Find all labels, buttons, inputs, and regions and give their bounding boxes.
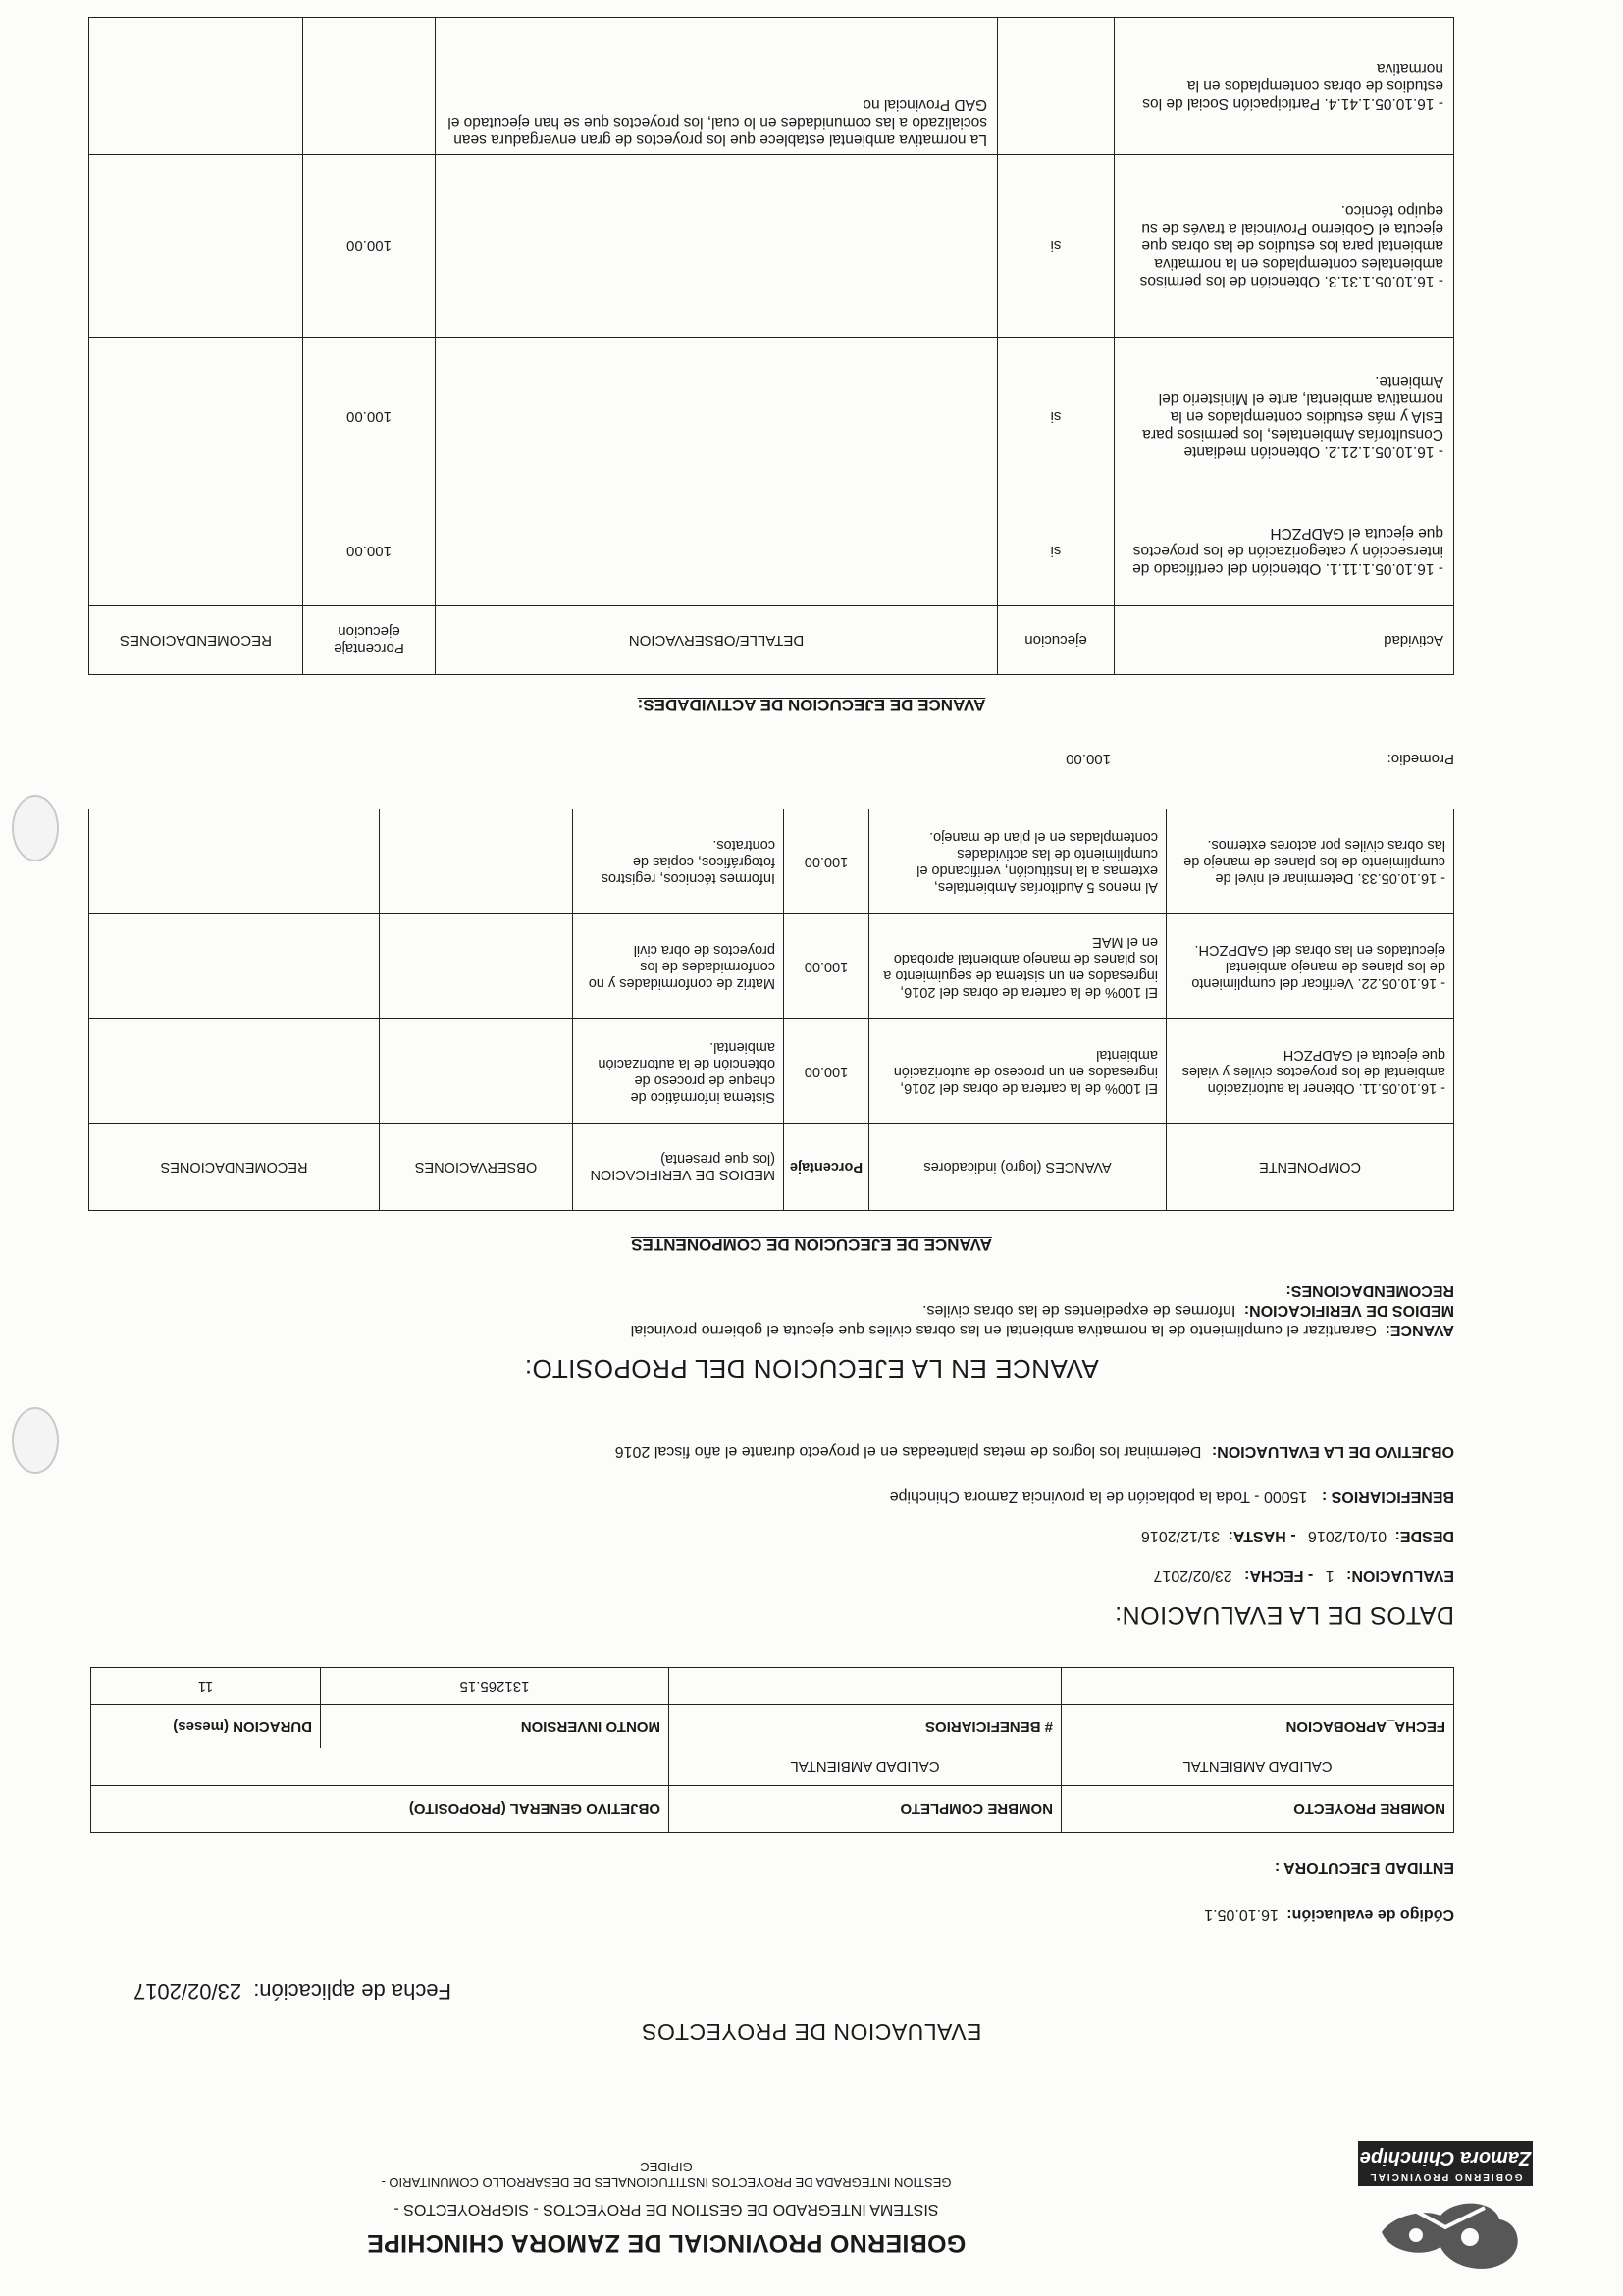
objetivo-evaluacion-line <box>615 1442 1454 1460</box>
activity-row <box>89 496 1454 606</box>
header-avances: AVANCES (logro) indicadores <box>869 1124 1167 1211</box>
codigo-evaluacion <box>1204 1905 1454 1923</box>
fecha-aplicacion <box>133 1978 451 2004</box>
component-medios: Sistema informático de cheque de proceso de obtención de la autorización ambiental. <box>573 1019 784 1124</box>
subsystem-acronym: GIPIDEC <box>640 2160 693 2174</box>
activity-porcentaje: 100.00 <box>303 496 436 606</box>
activity-porcentaje: 100.00 <box>303 155 436 338</box>
component-porcentaje: 100.00 <box>784 809 869 914</box>
header-porcentaje-ejecucion: Porcentaje ejecucion <box>303 606 436 675</box>
header-detalle: DETALLE/OBSERVACION <box>436 606 998 675</box>
provincial-logo <box>1352 2139 1539 2276</box>
medios-label: MEDIOS DE VERIFICACION: <box>1243 1302 1454 1319</box>
activity-recomendaciones <box>89 338 303 496</box>
component-observaciones <box>380 809 573 914</box>
system-title: SISTEMA INTEGRADO DE GESTION DE PROYECTOS - SIGPROYECTOS - <box>393 2201 939 2218</box>
header-objetivo-general: OBJETIVO GENERAL (PROPOSITO) <box>91 1786 669 1833</box>
activity-detalle <box>436 496 998 606</box>
entidad-label: ENTIDAD EJECUTORA : <box>1274 1859 1454 1876</box>
header-fecha-aprobacion: FECHA_APROBACION <box>1062 1705 1454 1748</box>
component-recomendaciones <box>89 809 380 914</box>
activity-recomendaciones <box>89 496 303 606</box>
objetivo-value: Determinar los logros de metas planteadas en el proyecto durante el año fiscal 2016 <box>614 1443 1202 1460</box>
component-avances: El 100% de la cartera de obras del 2016, ingresados en un proceso de autorización ambiental <box>869 1019 1167 1124</box>
promedio-value: 100.00 <box>1066 751 1111 767</box>
activity-ejecucion <box>998 18 1115 155</box>
header-recomendaciones: RECOMENDACIONES <box>89 1124 380 1211</box>
activity-porcentaje: 100.00 <box>303 338 436 496</box>
activities-table <box>88 17 1454 675</box>
activity-ejecucion: si <box>998 496 1115 606</box>
beneficiarios-value: 15000 - Toda la población de la provincia Zamora Chinchipe <box>889 1488 1308 1505</box>
activity-name: - 16.10.05.1.11.1. Obtención del certificado de intersección y categorización de los proyectos que ejecuta el GADPZCH <box>1115 496 1454 606</box>
header-componente: COMPONENTE <box>1167 1124 1454 1211</box>
activity-detalle <box>436 338 998 496</box>
header-observaciones: OBSERVACIONES <box>380 1124 573 1211</box>
activity-porcentaje <box>303 18 436 155</box>
component-medios: Informes técnicos, registros fotográficos, copias de contratos. <box>573 809 784 914</box>
component-name: - 16.10.05.22. Verificar del cumplimiento de los planes de manejo ambiental ejecutados en las obras del GADPZCH. <box>1167 914 1454 1019</box>
medios-value: Informes de expedientes de las obras civiles. <box>922 1302 1236 1319</box>
subsystem-name: GESTION INTEGRADA DE PROYECTOS INSTITUCIONALES DE DESARROLLO COMUNITARIO - <box>381 2175 952 2190</box>
activity-recomendaciones <box>89 155 303 338</box>
component-name: - 16.10.05.11. Obtener la autorización ambiental de los proyectos civiles y viales que ejecuta el GADPZCH <box>1167 1019 1454 1124</box>
header-ejecucion: ejecucion <box>998 606 1115 675</box>
header-medios: MEDIOS DE VERIFICACION (los que presenta) <box>573 1124 784 1211</box>
component-name: - 16.10.05.33. Determinar el nivel de cumplimiento de los planes de manejo de las obras civiles por actores externos. <box>1167 809 1454 914</box>
entidad-ejecutora <box>1275 1858 1454 1876</box>
header-beneficiarios: # BENEFICIARIOS <box>669 1705 1062 1748</box>
codigo-value: 16.10.05.1 <box>1204 1906 1279 1923</box>
beneficiarios-line <box>890 1487 1454 1505</box>
promedio-label: Promedio: <box>1387 751 1454 767</box>
cell-fecha-aprobacion <box>1062 1668 1454 1705</box>
evaluacion-line <box>1154 1566 1454 1584</box>
promedio-line <box>88 751 1454 767</box>
activity-ejecucion: si <box>998 338 1115 496</box>
component-row <box>89 1019 1454 1124</box>
activity-recomendaciones <box>89 18 303 155</box>
hasta-value: 31/12/2016 <box>1141 1528 1221 1544</box>
components-heading: AVANCE DE EJECUCION DE COMPONENTES <box>631 1235 992 1254</box>
header-monto-inversion: MONTO INVERSION <box>321 1705 669 1748</box>
component-medios: Matriz de conformidades y no conformidades de los proyectos de obra civil <box>573 914 784 1019</box>
cell-nombre-completo: CALIDAD AMBIENTAL <box>669 1748 1062 1786</box>
activity-name: - 16.10.05.1.41.4. Participación Social de los estudios de obras contemplados en la normativa <box>1115 18 1454 155</box>
activity-ejecucion: si <box>998 155 1115 338</box>
activity-detalle: La normativa ambiental establece que los proyectos de gran envergadura sean socializado a las comunidades en lo cual, los proyectos que se han ejecutado el GAD Provincial no <box>436 18 998 155</box>
cell-beneficiarios <box>669 1668 1062 1705</box>
fecha-value: 23/02/2017 <box>1153 1567 1232 1584</box>
header-nombre-completo: NOMBRE COMPLETO <box>669 1786 1062 1833</box>
component-row <box>89 809 1454 914</box>
beneficiarios-label: BENEFICIARIOS : <box>1321 1488 1454 1505</box>
header-porcentaje: Porcentaje <box>784 1124 869 1211</box>
punch-hole <box>12 795 59 861</box>
hasta-label: - HASTA: <box>1228 1528 1296 1544</box>
component-avances: Al menos 5 Auditorías Ambientales, externas a la Institución, verificando el cumplimiento de las actividades contempladas en el plan de manejo. <box>869 809 1167 914</box>
activity-detalle <box>436 155 998 338</box>
desde-label: DESDE: <box>1394 1528 1454 1544</box>
header-duracion: DURACION (meses) <box>91 1705 321 1748</box>
cell-duracion: 11 <box>91 1668 321 1705</box>
component-observaciones <box>380 1019 573 1124</box>
desde-value: 01/01/2016 <box>1308 1528 1387 1544</box>
cell-objetivo-general <box>91 1748 669 1786</box>
activity-name: - 16.10.05.1.31.3. Obtención de los permisos ambientales contemplados en la normativa ambiental para los estudios de las obras que ejecuta el Gobierno Provincial a través de su equipo técnico. <box>1115 155 1454 338</box>
component-observaciones <box>380 914 573 1019</box>
header-nombre-proyecto: NOMBRE PROYECTO <box>1062 1786 1454 1833</box>
component-recomendaciones <box>89 914 380 1019</box>
avance-label: AVANCE: <box>1385 1322 1454 1338</box>
project-table <box>90 1667 1454 1833</box>
activity-row <box>89 18 1454 155</box>
medios-line <box>922 1301 1454 1319</box>
component-row <box>89 914 1454 1019</box>
component-recomendaciones <box>89 1019 380 1124</box>
datos-evaluacion-heading: DATOS DE LA EVALUACION: <box>1114 1601 1454 1629</box>
avance-value: Garantizar el cumplimiento de la normativa ambiental en las obras civiles que ejecuta el gobierno provincial <box>630 1322 1378 1338</box>
subsystem-title <box>82 2159 1250 2190</box>
component-porcentaje: 100.00 <box>784 1019 869 1124</box>
fecha-aplicacion-label: Fecha de aplicación: <box>253 1979 451 2004</box>
recomendaciones-line <box>1285 1281 1454 1299</box>
evaluacion-label: EVALUACION: <box>1346 1567 1454 1584</box>
component-avances: El 100% de la cartera de obras del 2016, ingresados en un sistema de seguimiento a los planes de manejo ambiental aprobado en el MAE <box>869 914 1167 1019</box>
component-porcentaje: 100.00 <box>784 914 869 1019</box>
header-actividad: Actividad <box>1115 606 1454 675</box>
codigo-label: Código de evaluación: <box>1286 1906 1454 1923</box>
org-title: GOBIERNO PROVINCIAL DE ZAMORA CHINCHIPE <box>366 2229 967 2257</box>
activity-name: - 16.10.05.1.21.2. Obtención mediante Consultorías Ambientales, los permisos para EsIA y más estudios contemplados en la normativa ambiental, ante el Ministerio del Ambiente. <box>1115 338 1454 496</box>
fecha-aplicacion-value: 23/02/2017 <box>132 1979 242 2004</box>
recomendaciones-label: RECOMENDACIONES: <box>1285 1282 1454 1299</box>
logo-text-top: GOBIERNO PROVINCIAL <box>1368 2171 1523 2182</box>
components-table <box>88 809 1454 1211</box>
punch-hole <box>12 1407 59 1474</box>
logo-text-main: Zamora Chinchipe <box>1359 2147 1532 2168</box>
fecha-label: - FECHA: <box>1244 1567 1314 1584</box>
proposito-heading: AVANCE EN LA EJECUCION DEL PROPOSITO: <box>524 1354 1099 1383</box>
periodo-line <box>1141 1527 1454 1544</box>
cell-nombre-proyecto: CALIDAD AMBIENTAL <box>1062 1748 1454 1786</box>
avance-line <box>90 1321 1454 1338</box>
evaluacion-value: 1 <box>1325 1567 1335 1584</box>
activity-row <box>89 338 1454 496</box>
cell-monto-inversion: 131265.15 <box>321 1668 669 1705</box>
header-recomendaciones: RECOMENDACIONES <box>89 606 303 675</box>
objetivo-label: OBJETIVO DE LA EVALUACION: <box>1211 1443 1454 1460</box>
activities-heading: AVANCE DE EJECUCION DE ACTIVIDADES: <box>637 696 986 714</box>
activity-row <box>89 155 1454 338</box>
document-title: EVALUACION DE PROYECTOS <box>641 2019 982 2045</box>
